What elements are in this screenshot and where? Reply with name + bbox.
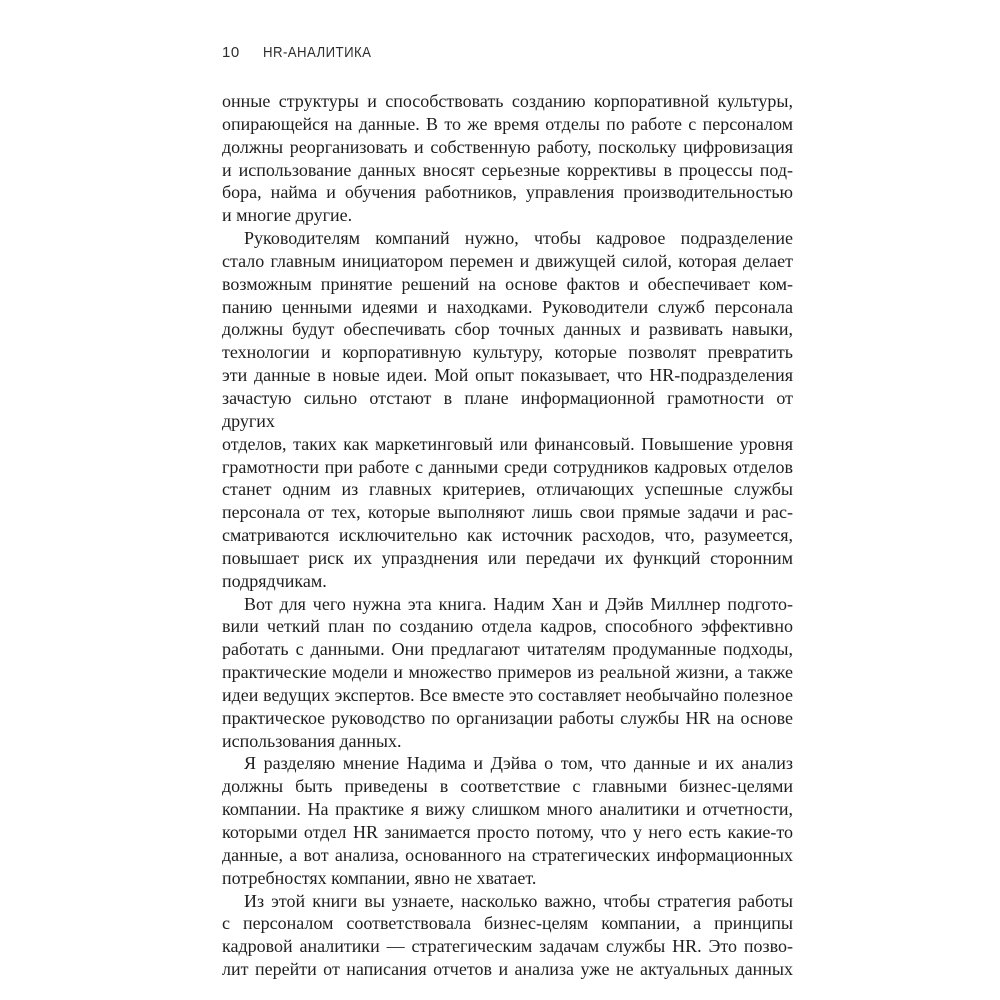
running-title: HR-АНАЛИТИКА	[263, 44, 372, 61]
text-line: использования данных.	[222, 730, 402, 751]
text-line: должны реорганизовать и собственную работу, поскольку цифровизация	[222, 136, 793, 157]
text-line: эти данные в новые идеи. Мой опыт показывает, что HR-подразделения	[222, 365, 793, 386]
text-line: Из этой книги вы узнаете, насколько важно, чтобы стратегия работы	[244, 890, 793, 911]
text-line: и многие другие.	[222, 205, 353, 226]
text-line: панию ценными идеями и находками. Руководители служб персонала	[222, 296, 793, 317]
text-line: практическое руководство по организации работы службы HR на основе	[222, 707, 793, 728]
text-line: должны быть приведены в соответствие с главными бизнес-целями	[222, 776, 793, 797]
text-line: и использование данных вносят серьезные коррективы в процессы под-	[222, 159, 793, 180]
text-line: грамотности при работе с данными среди сотрудников кадровых отделов	[222, 456, 793, 477]
text-line: персонала от тех, которые выполняют лишь свои прямые задачи и рас-	[222, 502, 793, 523]
text-line: практические модели и множество примеров из реальной жизни, а также	[222, 662, 793, 683]
text-line: сматриваются исключительно как источник расходов, что, разумеется,	[222, 525, 793, 546]
text-line: которыми отдел HR занимается просто потому, что у него есть какие-то	[222, 822, 793, 842]
text-block	[222, 90, 793, 981]
text-line: должны будут обеспечивать сбор точных данных и развивать навыки,	[222, 319, 793, 340]
text-line: идеи ведущих экспертов. Все вместе это составляет необычайно полезное	[222, 684, 793, 705]
text-line: онные структуры и способствовать созданию корпоративной культуры,	[222, 91, 793, 111]
text-line: с персоналом соответствовала бизнес-целям компании, а принципы	[222, 913, 793, 934]
paragraph	[222, 90, 793, 227]
paragraph	[222, 227, 793, 593]
page-number: 10	[222, 44, 240, 61]
text-line: Я разделяю мнение Надима и Дэйва о том, что данные и их анализ	[244, 753, 793, 774]
text-line: зачастую сильно отстают в плане информационной грамотности от других	[222, 387, 793, 431]
text-line: опирающейся на данные. В то же время отделы по работе с персоналом	[222, 113, 793, 134]
text-line: стало главным инициатором перемен и движущей силой, которая делает	[222, 250, 793, 271]
text-line: лит перейти от написания отчетов и анализа уже не актуальных данных	[222, 959, 793, 980]
paragraph	[222, 752, 793, 889]
text-line: работать с данными. Они предлагают читателям продуманные подходы,	[222, 639, 793, 660]
text-line: потребностях компании, явно не хватает.	[222, 867, 537, 888]
text-line: данные, а вот анализа, основанного на стратегических информационных	[222, 844, 793, 865]
text-line: бора, найма и обучения работников, управления производительностью	[222, 182, 793, 203]
text-line: отделов, таких как маркетинговый или финансовый. Повышение уровня	[222, 433, 793, 454]
running-head	[222, 44, 822, 61]
paragraph	[222, 890, 793, 981]
text-line: Руководителям компаний нужно, чтобы кадровое подразделение	[244, 228, 793, 249]
text-line: технологии и корпоративную культуру, которые позволят превратить	[222, 342, 793, 363]
text-line: возможным принятие решений на основе фактов и обеспечивает ком-	[222, 273, 793, 294]
text-line: компании. На практике я вижу слишком много аналитики и отчетности,	[222, 799, 793, 820]
text-line: станет одним из главных критериев, отличающих успешные службы	[222, 479, 793, 500]
text-line: вили четкий план по созданию отдела кадров, способного эффективно	[222, 616, 793, 637]
paragraph	[222, 593, 793, 753]
text-line: Вот для чего нужна эта книга. Надим Хан и Дэйв Миллнер подгото-	[244, 593, 793, 614]
text-line: подрядчикам.	[222, 570, 327, 591]
text-line: кадровой аналитики — стратегическим задачам службы HR. Это позво-	[222, 936, 793, 957]
text-line: повышает риск их упразднения или передачи их функций сторонним	[222, 547, 793, 568]
